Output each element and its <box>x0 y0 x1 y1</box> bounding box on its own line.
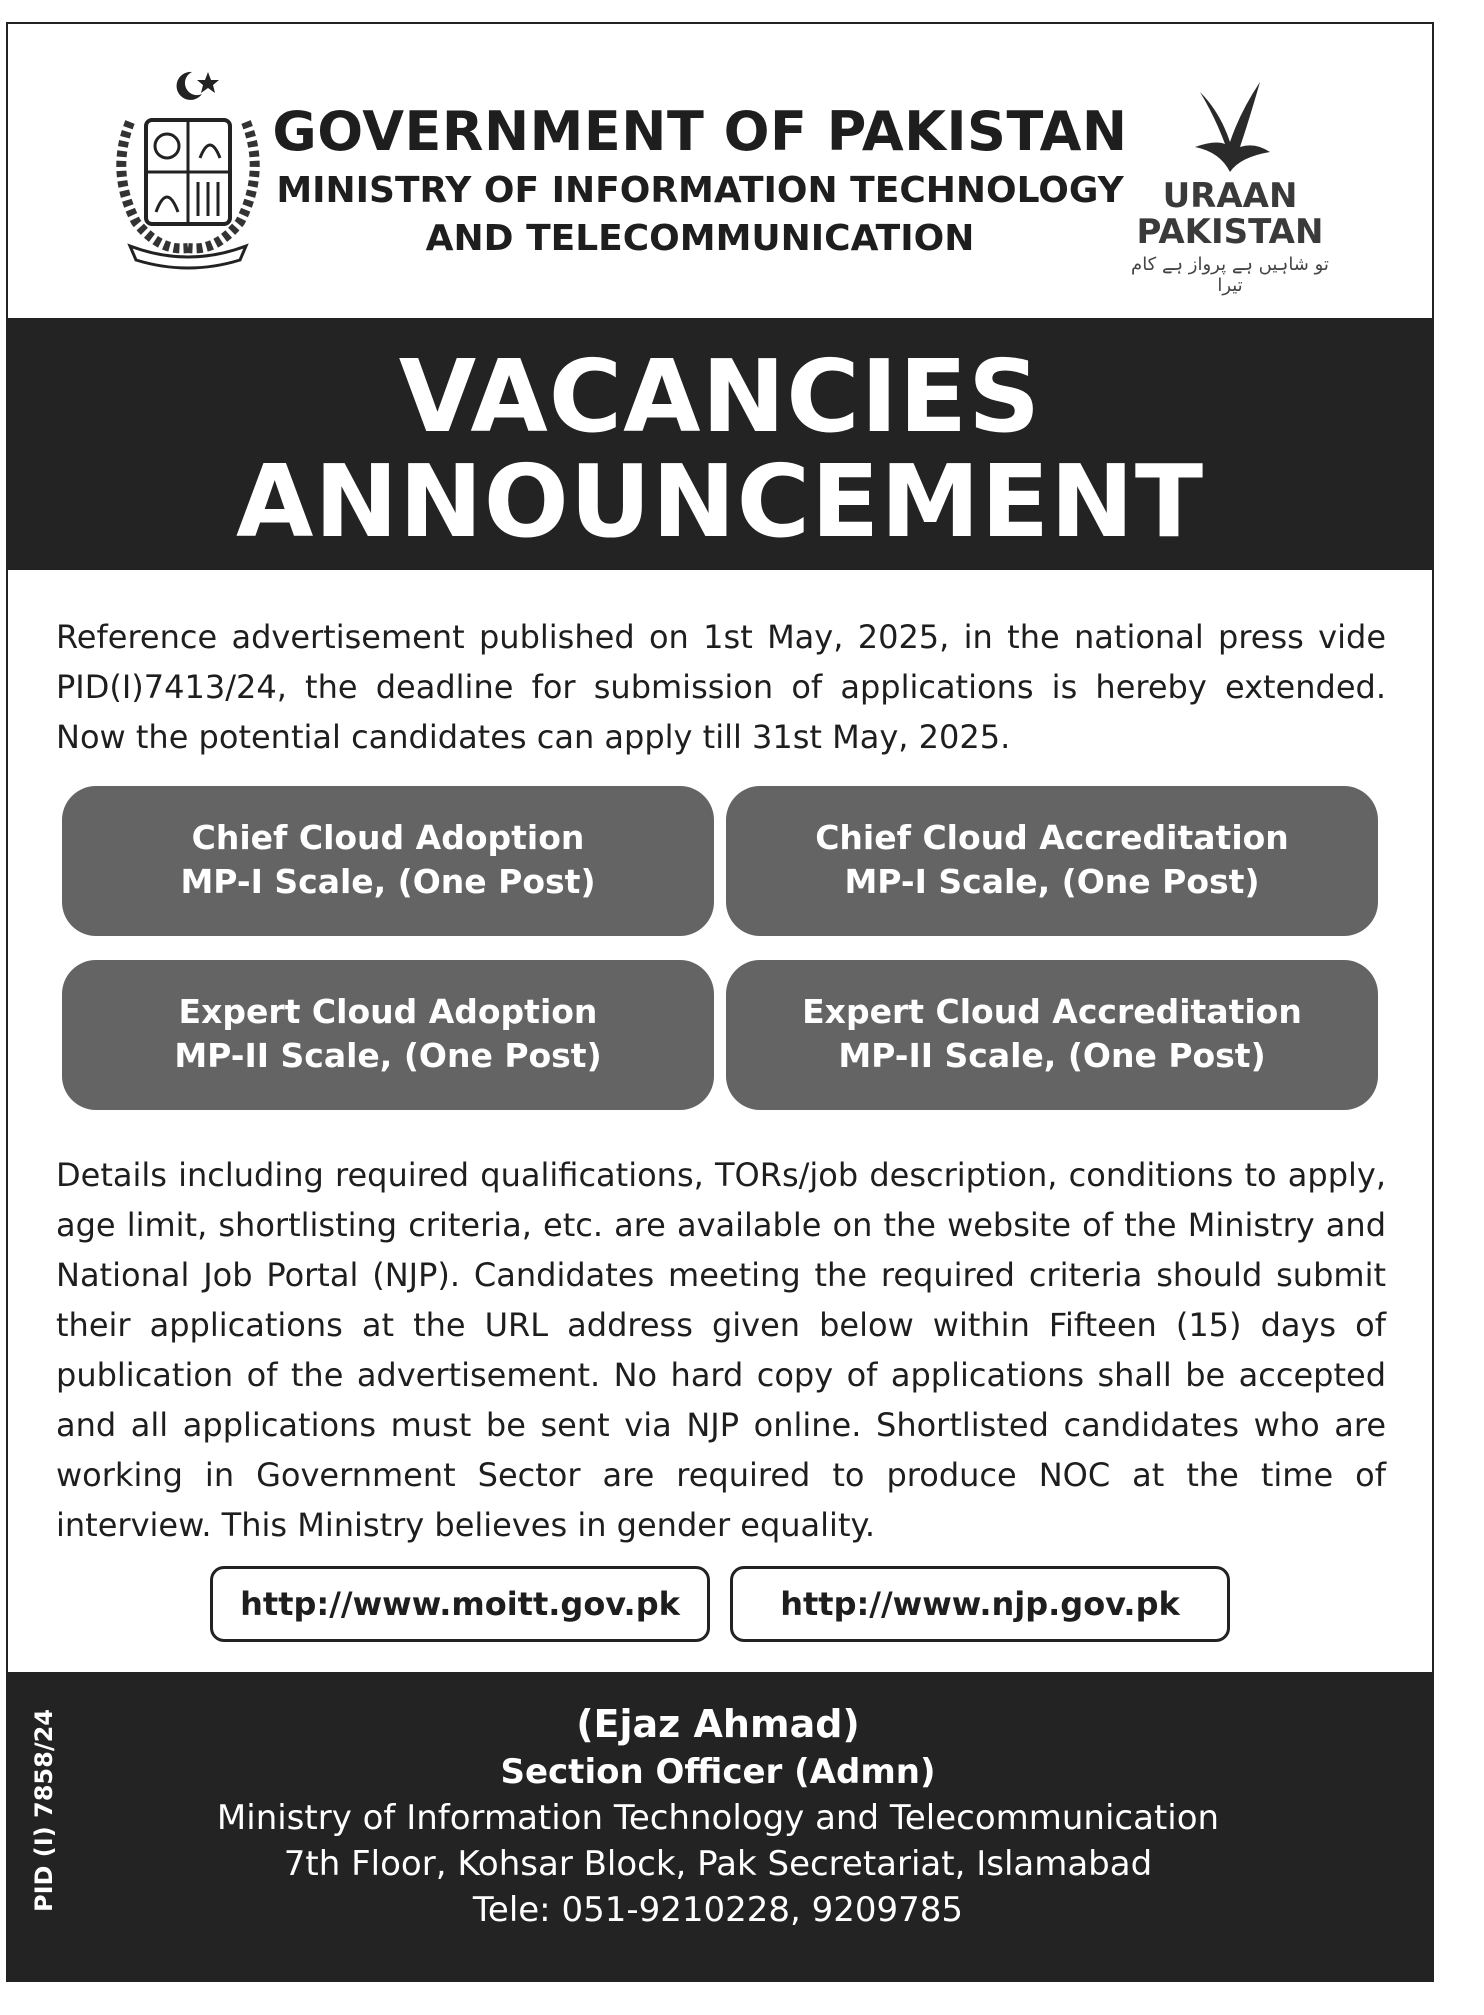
moitt-link[interactable]: http://www.moitt.gov.pk <box>210 1566 710 1642</box>
post-scale: MP-II Scale, (One Post) <box>174 1036 602 1075</box>
title-banner <box>8 318 1432 570</box>
intro-paragraph: Reference advertisement published on 1st May, 2025, in the national press vide PID(I)7413/24, the deadline for submission of applications is hereby extended. Now the potential candidates can apply till 31st May, 2025. <box>56 618 1386 756</box>
officer-designation: Section Officer (Admn) <box>500 1752 936 1792</box>
signature-footer <box>8 1672 1432 1980</box>
post-chief-cloud-accreditation <box>726 786 1378 936</box>
post-title: Chief Cloud Adoption <box>191 818 585 857</box>
officer-name: (Ejaz Ahmad) <box>576 1702 860 1746</box>
banner-announcement: ANNOUNCEMENT <box>235 443 1205 560</box>
uraan-tagline: تو شاہیں ہے پرواز ہے کام تیرا <box>1131 254 1329 296</box>
post-chief-cloud-adoption <box>62 786 714 936</box>
post-title: Expert Cloud Accreditation <box>802 992 1302 1031</box>
uraan-text: URAAN <box>1162 176 1298 216</box>
post-title: Expert Cloud Adoption <box>178 992 598 1031</box>
post-scale: MP-I Scale, (One Post) <box>844 862 1260 901</box>
details-paragraph: Details including required qualifications, TORs/job description, conditions to apply, age limit, shortlisting criteria, etc. are available on the website of the Ministry and National Job Portal (NJP). Candidates meeting the required criteria should submit their applications at the URL address given below within Fifteen (15) days of publication of the advertisement. No hard copy of applications shall be accepted and all applications must be sent via NJP online. Shortlisted candidates who are working in Government Sector are required to produce NOC at the time of interview. This Ministry believes in gender equality. <box>56 1156 1386 1544</box>
njp-link[interactable]: http://www.njp.gov.pk <box>730 1566 1230 1642</box>
post-scale: MP-I Scale, (One Post) <box>180 862 596 901</box>
office-address: 7th Floor, Kohsar Block, Pak Secretariat, Islamabad <box>283 1844 1153 1884</box>
eagle-icon <box>1180 72 1290 182</box>
uraan-pakistan-logo <box>1120 72 1340 296</box>
pakistan-text: PAKISTAN <box>1136 212 1324 252</box>
pid-number: PID (I) 7858/24 <box>30 1709 58 1912</box>
ministry-name: Ministry of Information Technology and Telecommunication <box>216 1798 1220 1838</box>
post-expert-cloud-accreditation <box>726 960 1378 1110</box>
banner-vacancies: VACANCIES <box>398 338 1042 455</box>
post-expert-cloud-adoption <box>62 960 714 1110</box>
telephone: Tele: 051-9210228, 9209785 <box>472 1890 964 1930</box>
header-ministry-cont: AND TELECOMMUNICATION <box>425 218 975 259</box>
post-scale: MP-II Scale, (One Post) <box>838 1036 1266 1075</box>
post-title: Chief Cloud Accreditation <box>815 818 1289 857</box>
header-government: GOVERNMENT OF PAKISTAN <box>272 100 1128 163</box>
header-ministry: MINISTRY OF INFORMATION TECHNOLOGY <box>276 170 1124 211</box>
